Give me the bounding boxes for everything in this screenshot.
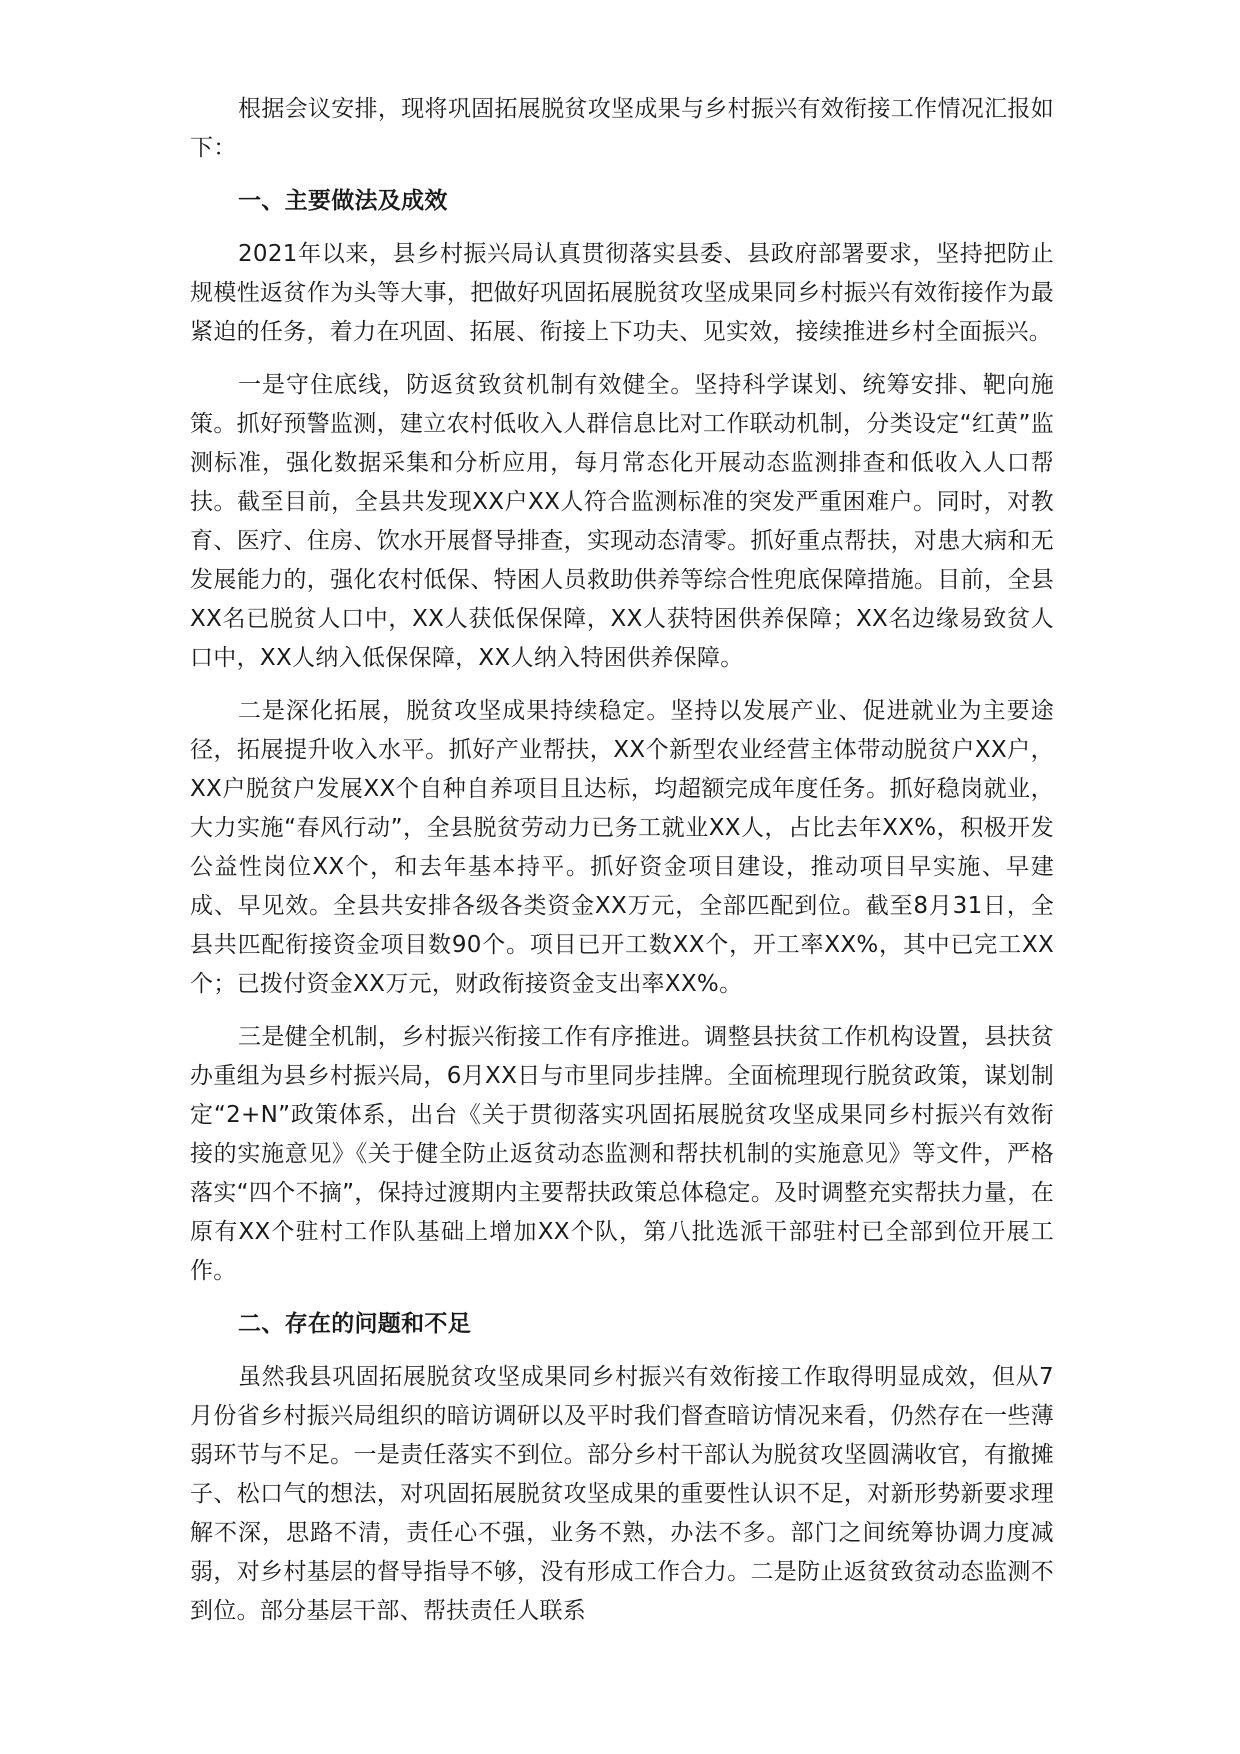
section-heading-main-practices: 一、主要做法及成效 <box>238 188 448 214</box>
paragraph-mechanism: 三是健全机制，乡村振兴衔接工作有序推进。调整县扶贫工作机构设置，县扶贫办重组为县乡村振兴局，6月XX日与市里同步挂牌。全面梳理现行脱贫政策，谋划制定“2+N”政策体系，出台《关于贯彻落实巩固拓展脱贫攻坚成果同乡村振兴有效衔接的实施意见》《关于健全防止返贫动态监测和帮扶机制的实施意见》等文件，严格落实“四个不摘”，保持过渡期内主要帮扶政策总体稳定。及时调整充实帮扶力量，在原有XX个驻村工作队基础上增加XX个队，第八批选派干部驻村已全部到位开展工作。 <box>190 1024 1054 1284</box>
paragraph-deepen-expand: 二是深化拓展，脱贫攻坚成果持续稳定。坚持以发展产业、促进就业为主要途径，拓展提升收入水平。抓好产业帮扶，XX个新型农业经营主体带动脱贫户XX户，XX户脱贫户发展XX个自种自养项目且达标，均超额完成年度任务。抓好稳岗就业，大力实施“春风行动”，全县脱贫劳动力已务工就业XX人，占比去年XX%，积极开发公益性岗位XX个，和去年基本持平。抓好资金项目建设，推动项目早实施、早建成、早见效。全县共安排各级各类资金XX万元，全部匹配到位。截至8月31日，全县共匹配衔接资金项目数90个。项目已开工数XX个，开工率XX%，其中已完工XX个；已拨付资金XX万元，财政衔接资金支出率XX%。 <box>190 698 1054 997</box>
paragraph-overview: 2021年以来，县乡村振兴局认真贯彻落实县委、县政府部署要求，坚持把防止规模性返贫作为头等大事，把做好巩固拓展脱贫攻坚成果同乡村振兴有效衔接作为最紧迫的任务，着力在巩固、拓展、衔接上下功夫、见实效，接续推进乡村全面振兴。 <box>190 241 1054 345</box>
intro-paragraph: 根据会议安排，现将巩固拓展脱贫攻坚成果与乡村振兴有效衔接工作情况汇报如下： <box>190 96 1054 161</box>
section-heading-problems: 二、存在的问题和不足 <box>238 1311 471 1337</box>
paragraph-problems: 虽然我县巩固拓展脱贫攻坚成果同乡村振兴有效衔接工作取得明显成效，但从7月份省乡村振兴局组织的暗访调研以及平时我们督查暗访情况来看，仍然存在一些薄弱环节与不足。一是责任落实不到位。部分乡村干部认为脱贫攻坚圆满收官，有撤摊子、松口气的想法，对巩固拓展脱贫攻坚成果的重要性认识不足，对新形势新要求理解不深，思路不清，责任心不强，业务不熟，办法不多。部门之间统筹协调力度减弱，对乡村基层的督导指导不够，没有形成工作合力。二是防止返贫致贫动态监测不到位。部分基层干部、帮扶责任人联系 <box>190 1364 1054 1624</box>
paragraph-bottom-line: 一是守住底线，防返贫致贫机制有效健全。坚持科学谋划、统筹安排、靶向施策。抓好预警监测，建立农村低收入人群信息比对工作联动机制，分类设定“红黄”监测标准，强化数据采集和分析应用，每月常态化开展动态监测排查和低收入人口帮扶。截至目前，全县共发现XX户XX人符合监测标准的突发严重困难户。同时，对教育、医疗、住房、饮水开展督导排查，实现动态清零。抓好重点帮扶，对患大病和无发展能力的，强化农村低保、特困人员救助供养等综合性兜底保障措施。目前，全县XX名已脱贫人口中，XX人获低保保障，XX人获特困供养保障；XX名边缘易致贫人口中，XX人纳入低保保障，XX人纳入特困供养保障。 <box>190 372 1054 671</box>
